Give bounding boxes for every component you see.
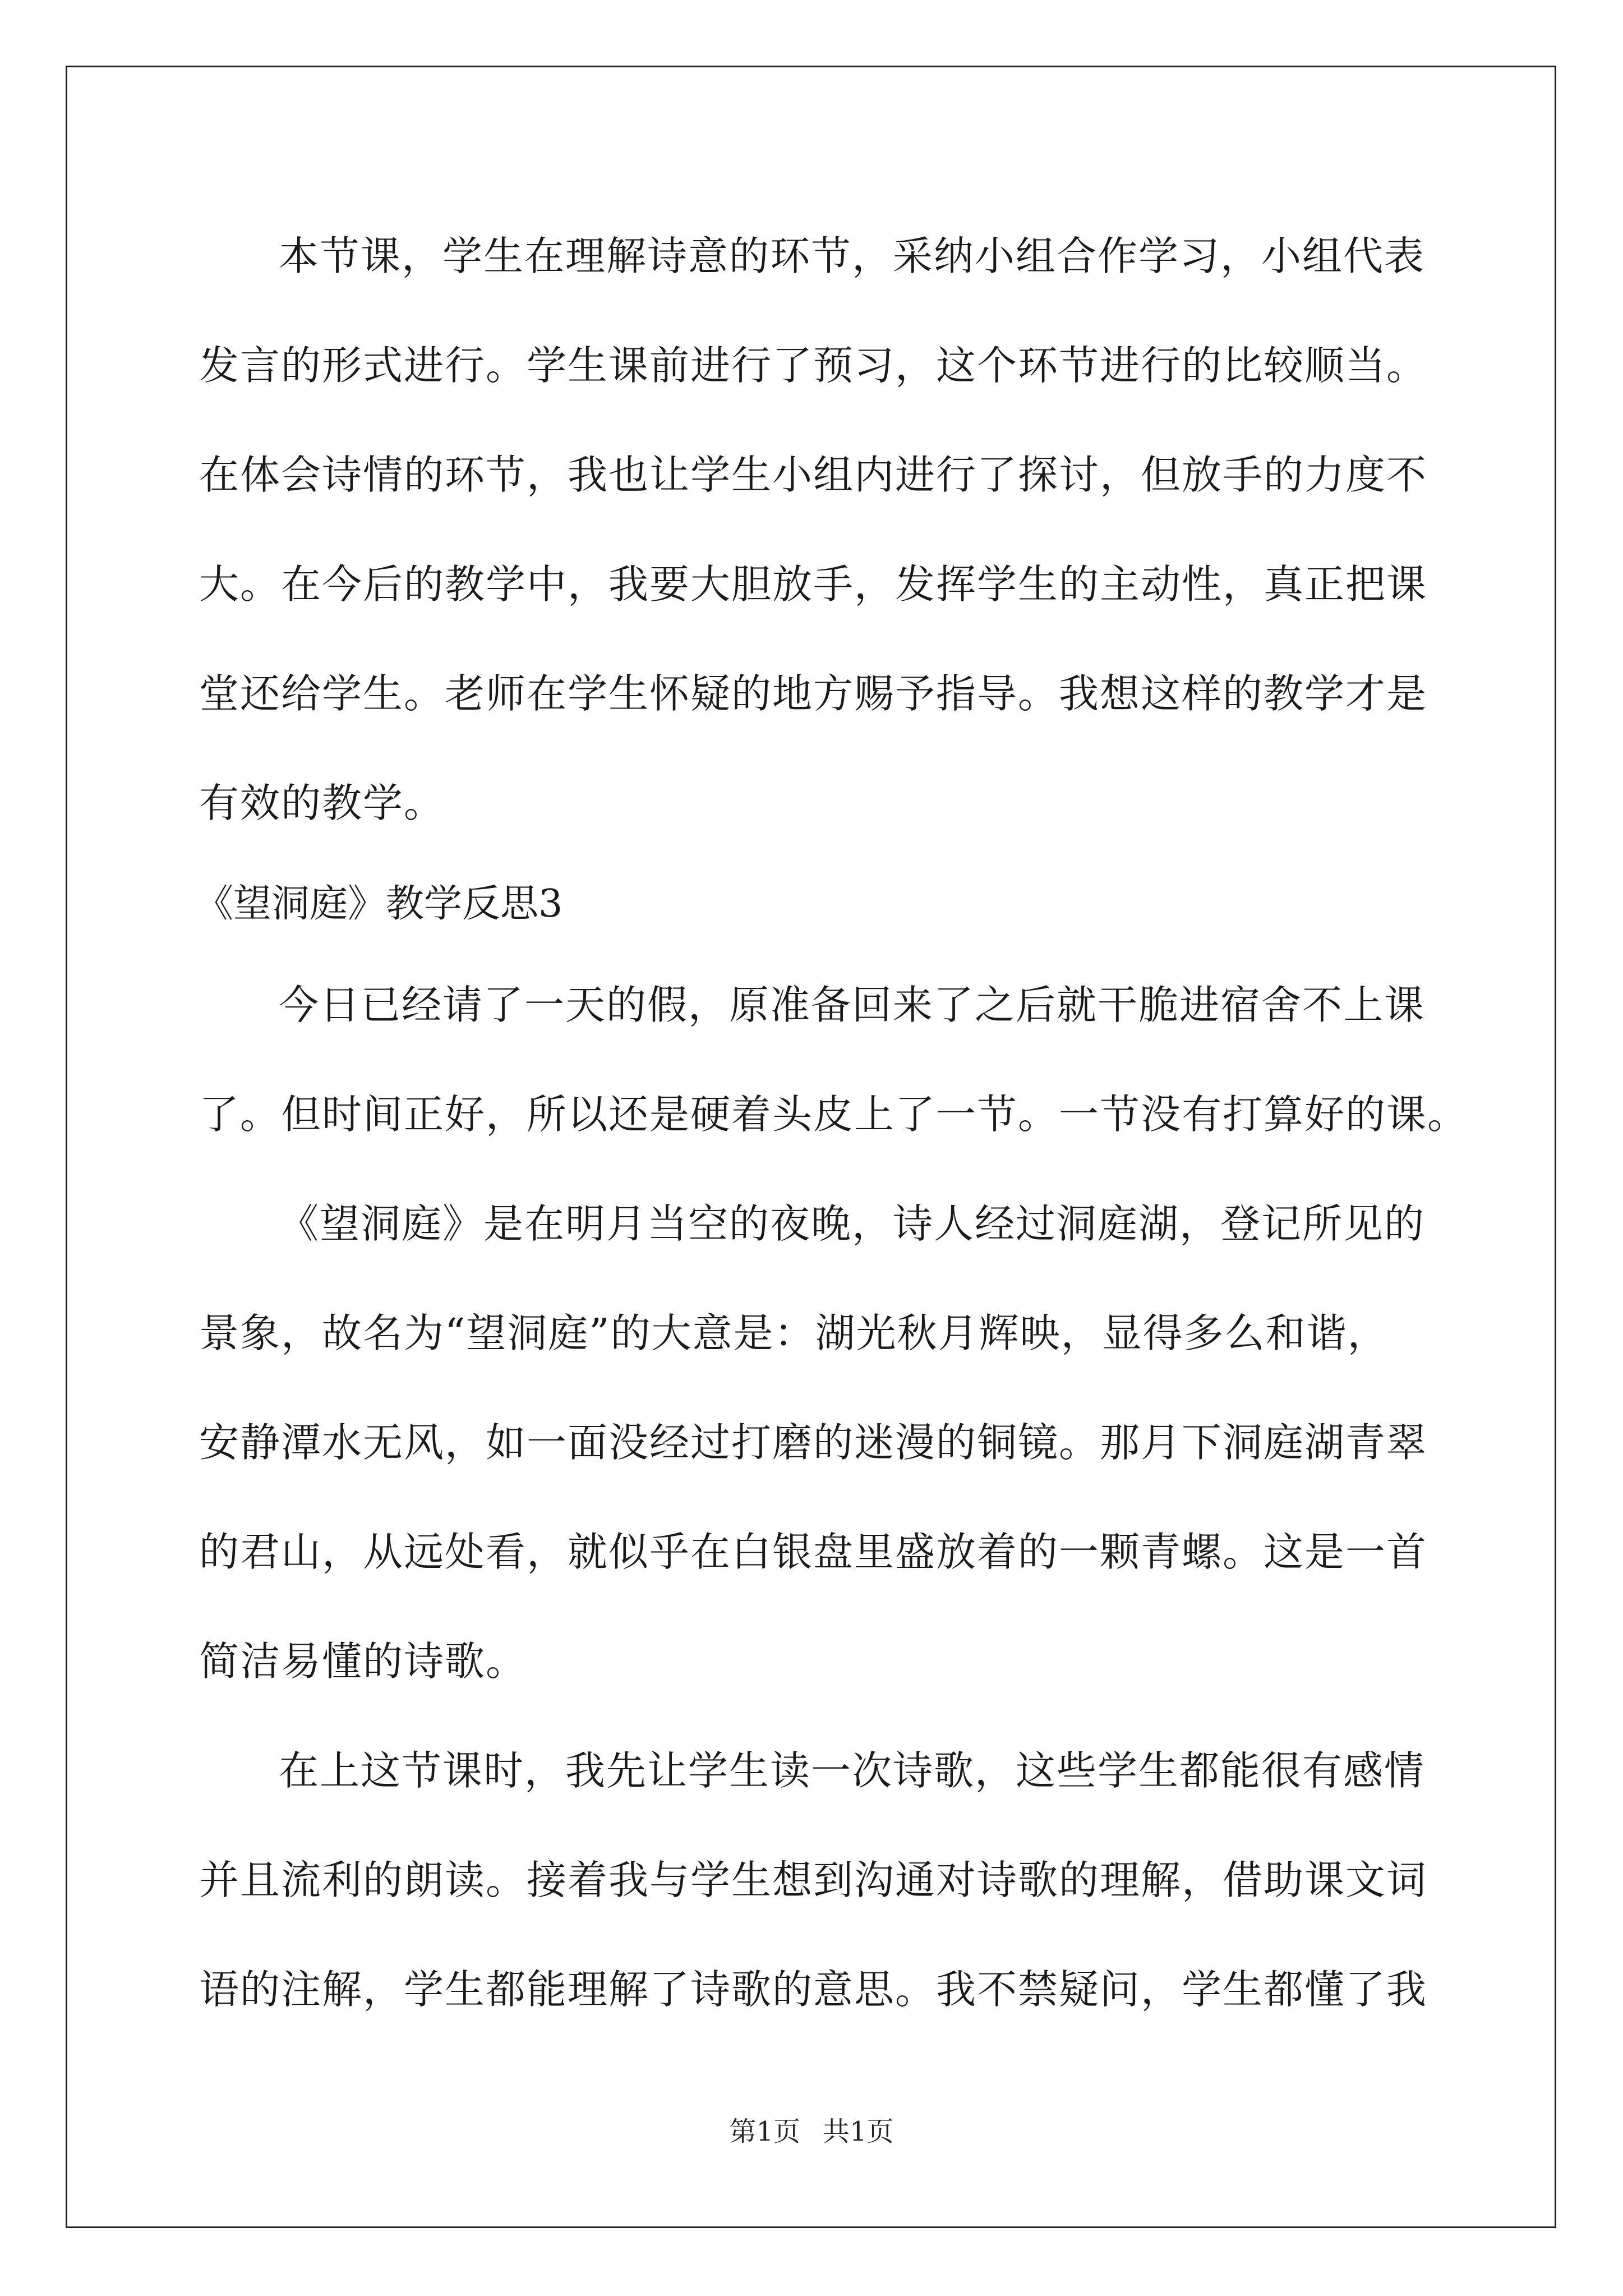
page-total: 共1页 bbox=[823, 2116, 894, 2147]
paragraph-4-line-1: 在上这节课时，我先让学生读一次诗歌，这些学生都能很有感情 bbox=[279, 1747, 1426, 1794]
paragraph-1-line-2: 发言的形式进行。学生课前进行了预习，这个环节进行的比较顺当。 bbox=[199, 342, 1428, 389]
section-heading: 《望洞庭》教学反思3 bbox=[195, 882, 563, 926]
paragraph-4-line-3: 语的注解，学生都能理解了诗歌的意思。我不禁疑问，学生都懂了我 bbox=[199, 1966, 1428, 2013]
page-number: 第1页 bbox=[729, 2116, 800, 2147]
paragraph-1-line-6: 有效的教学。 bbox=[199, 780, 445, 826]
paragraph-2-line-1: 今日已经请了一天的假，原准备回来了之后就干脆进宿舍不上课 bbox=[279, 982, 1426, 1028]
paragraph-3-line-4: 的君山，从远处看，就似乎在白银盘里盛放着的一颗青螺。这是一首 bbox=[199, 1529, 1428, 1575]
paragraph-1-line-5: 堂还给学生。老师在学生怀疑的地方赐予指导。我想这样的教学才是 bbox=[199, 670, 1428, 717]
paragraph-1-line-4: 大。在今后的教学中，我要大胆放手，发挥学生的主动性，真正把课 bbox=[199, 561, 1428, 608]
paragraph-3-line-2: 景象，故名为“望洞庭”的大意是：湖光秋月辉映，显得多么和谐， bbox=[199, 1310, 1389, 1356]
paragraph-3-line-1: 《望洞庭》是在明月当空的夜晚，诗人经过洞庭湖，登记所见的 bbox=[279, 1200, 1426, 1247]
paragraph-1-line-3: 在体会诗情的环节，我也让学生小组内进行了探讨，但放手的力度不 bbox=[199, 452, 1428, 498]
paragraph-3-line-3: 安静潭水无风，如一面没经过打磨的迷漫的铜镜。那月下洞庭湖青翠 bbox=[199, 1419, 1428, 1466]
paragraph-4-line-2: 并且流利的朗读。接着我与学生想到沟通对诗歌的理解，借助课文词 bbox=[199, 1857, 1428, 1903]
paragraph-2-line-2: 了。但时间正好，所以还是硬着头皮上了一节。一节没有打算好的课。 bbox=[199, 1091, 1469, 1138]
paragraph-1-line-1: 本节课，学生在理解诗意的环节，采纳小组合作学习，小组代表 bbox=[279, 233, 1426, 279]
page-footer bbox=[0, 2115, 1623, 2148]
paragraph-3-line-5: 简洁易懂的诗歌。 bbox=[199, 1638, 527, 1685]
